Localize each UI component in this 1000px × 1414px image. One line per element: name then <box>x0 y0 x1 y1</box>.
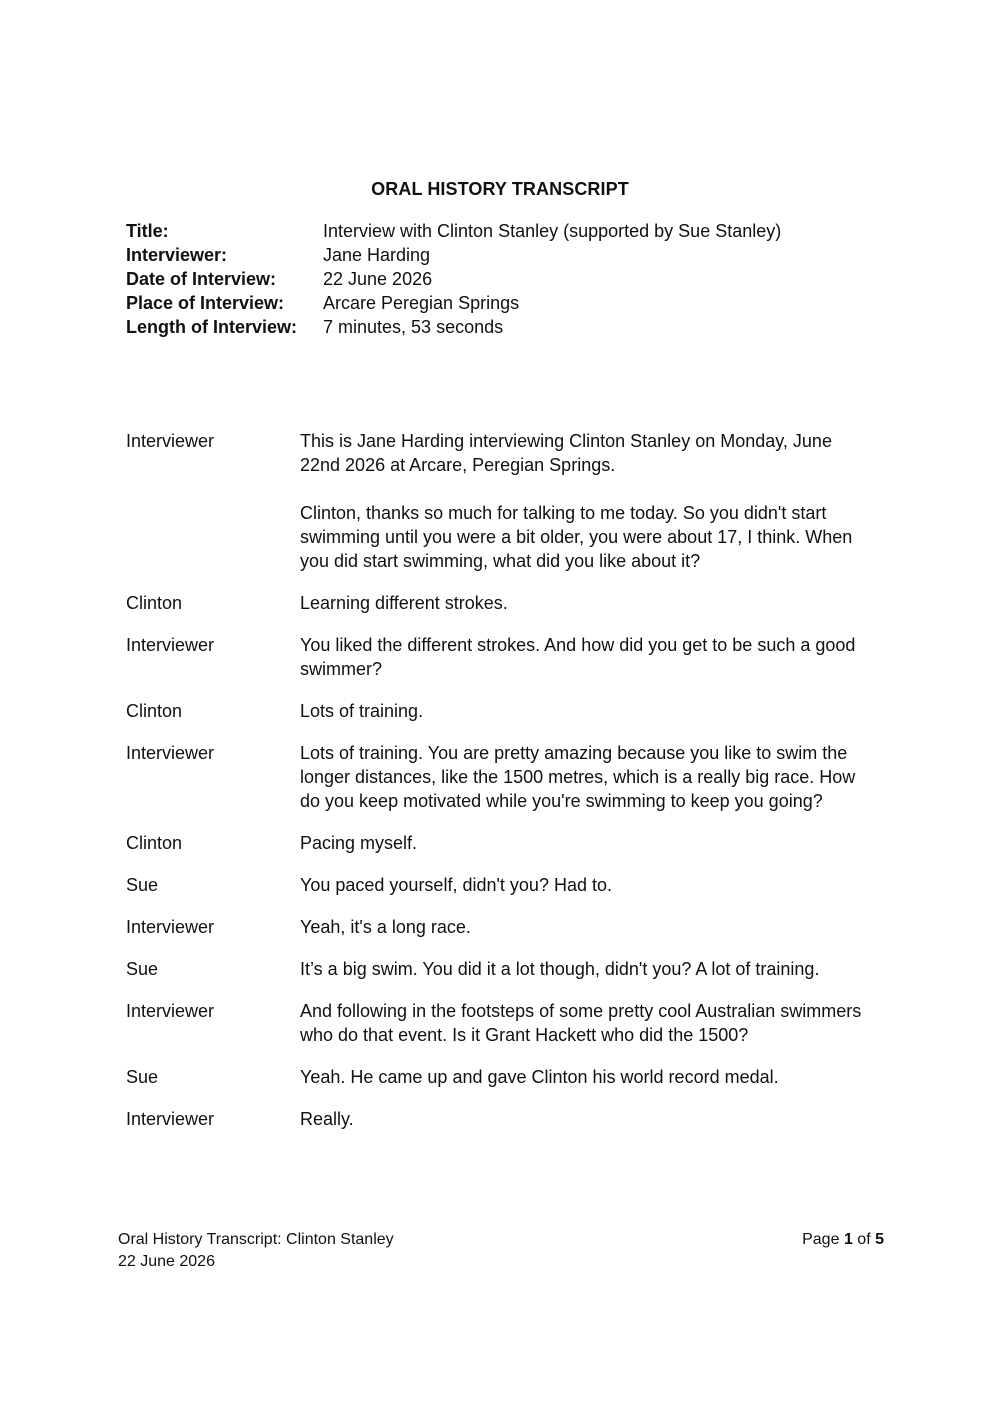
transcript <box>126 429 886 1149</box>
speech-paragraph: Yeah. He came up and gave Clinton his world record medal. <box>300 1067 779 1087</box>
speaker-label: Clinton <box>126 701 183 721</box>
metadata-row-date <box>126 267 886 291</box>
speech-text <box>300 699 876 723</box>
speech-paragraph: Clinton, thanks so much for talking to me today. So you didn't start swimming until you were a bit older, you were about 17, I think. When you did start swimming, what did you like about it? <box>300 503 853 571</box>
metadata-table <box>126 219 886 339</box>
speaker-label: Interviewer <box>126 1001 215 1021</box>
speech-paragraph: You paced yourself, didn't you? Had to. <box>300 875 612 895</box>
transcript-turn <box>126 999 886 1047</box>
page-total: 5 <box>875 1231 884 1248</box>
speech-text <box>300 429 876 573</box>
speech-paragraph: It’s a big swim. You did it a lot though, didn't you? A lot of training. <box>300 959 820 979</box>
metadata-value: Arcare Peregian Springs <box>323 293 520 313</box>
metadata-value: Interview with Clinton Stanley (supported by Sue Stanley) <box>323 221 782 241</box>
metadata-key: Length of Interview: <box>126 317 297 337</box>
speech-text <box>300 873 876 897</box>
speech-paragraph: Learning different strokes. <box>300 593 508 613</box>
transcript-turn <box>126 831 886 855</box>
speech-paragraph: Yeah, it's a long race. <box>300 917 471 937</box>
transcript-turn <box>126 429 886 573</box>
page-word: Page <box>802 1231 840 1248</box>
speech-paragraph: Really. <box>300 1109 354 1129</box>
speaker-label: Clinton <box>126 593 183 613</box>
speech-paragraph: Lots of training. You are pretty amazing because you like to swim the longer distances, like the 1500 metres, which is a really big race. How do you keep motivated while you're swimming to keep you going? <box>300 743 856 811</box>
transcript-turn <box>126 873 886 897</box>
transcript-turn <box>126 957 886 981</box>
footer-left <box>118 1229 394 1273</box>
speech-paragraph: And following in the footsteps of some pretty cool Australian swimmers who do that event. Is it Grant Hackett who did the 1500? <box>300 1001 862 1045</box>
speech-paragraph: Lots of training. <box>300 701 424 721</box>
metadata-key: Title: <box>126 221 169 241</box>
speaker-label: Sue <box>126 959 159 979</box>
transcript-turn <box>126 741 886 813</box>
metadata-key: Place of Interview: <box>126 293 285 313</box>
page-current: 1 <box>843 1231 853 1248</box>
transcript-turn <box>126 1065 886 1089</box>
transcript-turn <box>126 633 886 681</box>
speaker-label: Interviewer <box>126 1109 215 1129</box>
speech-text <box>300 1107 876 1131</box>
metadata-row-length <box>126 315 886 339</box>
transcript-turn <box>126 1107 886 1131</box>
speech-text <box>300 831 876 855</box>
speech-text <box>300 1065 876 1089</box>
speech-text <box>300 957 876 981</box>
transcript-turn <box>126 915 886 939</box>
transcript-turn <box>126 591 886 615</box>
speaker-label: Interviewer <box>126 431 215 451</box>
metadata-row-place <box>126 291 886 315</box>
speech-paragraph: Pacing myself. <box>300 833 418 853</box>
speaker-label: Sue <box>126 875 159 895</box>
speaker-label: Clinton <box>126 833 183 853</box>
speaker-label: Interviewer <box>126 917 215 937</box>
metadata-row-interviewer <box>126 243 886 267</box>
speaker-label: Sue <box>126 1067 159 1087</box>
page-title: ORAL HISTORY TRANSCRIPT <box>371 179 629 199</box>
of-word: of <box>857 1231 871 1248</box>
metadata-value: Jane Harding <box>323 245 431 265</box>
metadata-value: 7 minutes, 53 seconds <box>323 317 504 337</box>
speech-paragraph: This is Jane Harding interviewing Clinton Stanley on Monday, June 22nd 2026 at Arcare, Peregian Springs. <box>300 431 832 475</box>
speech-text <box>300 999 876 1047</box>
footer-doc-label: Oral History Transcript: Clinton Stanley <box>118 1231 394 1248</box>
metadata-key: Interviewer: <box>126 245 228 265</box>
speaker-label: Interviewer <box>126 635 215 655</box>
metadata-key: Date of Interview: <box>126 269 277 289</box>
speech-text <box>300 741 876 813</box>
metadata-row-title <box>126 219 886 243</box>
speech-text <box>300 591 876 615</box>
speech-text <box>300 633 876 681</box>
transcript-turn <box>126 699 886 723</box>
speech-paragraph: You liked the different strokes. And how did you get to be such a good swimmer? <box>300 635 856 679</box>
page-number <box>802 1229 884 1251</box>
metadata-value: 22 June 2026 <box>323 269 433 289</box>
footer-date: 22 June 2026 <box>118 1253 215 1270</box>
speaker-label: Interviewer <box>126 743 215 763</box>
speech-text <box>300 915 876 939</box>
